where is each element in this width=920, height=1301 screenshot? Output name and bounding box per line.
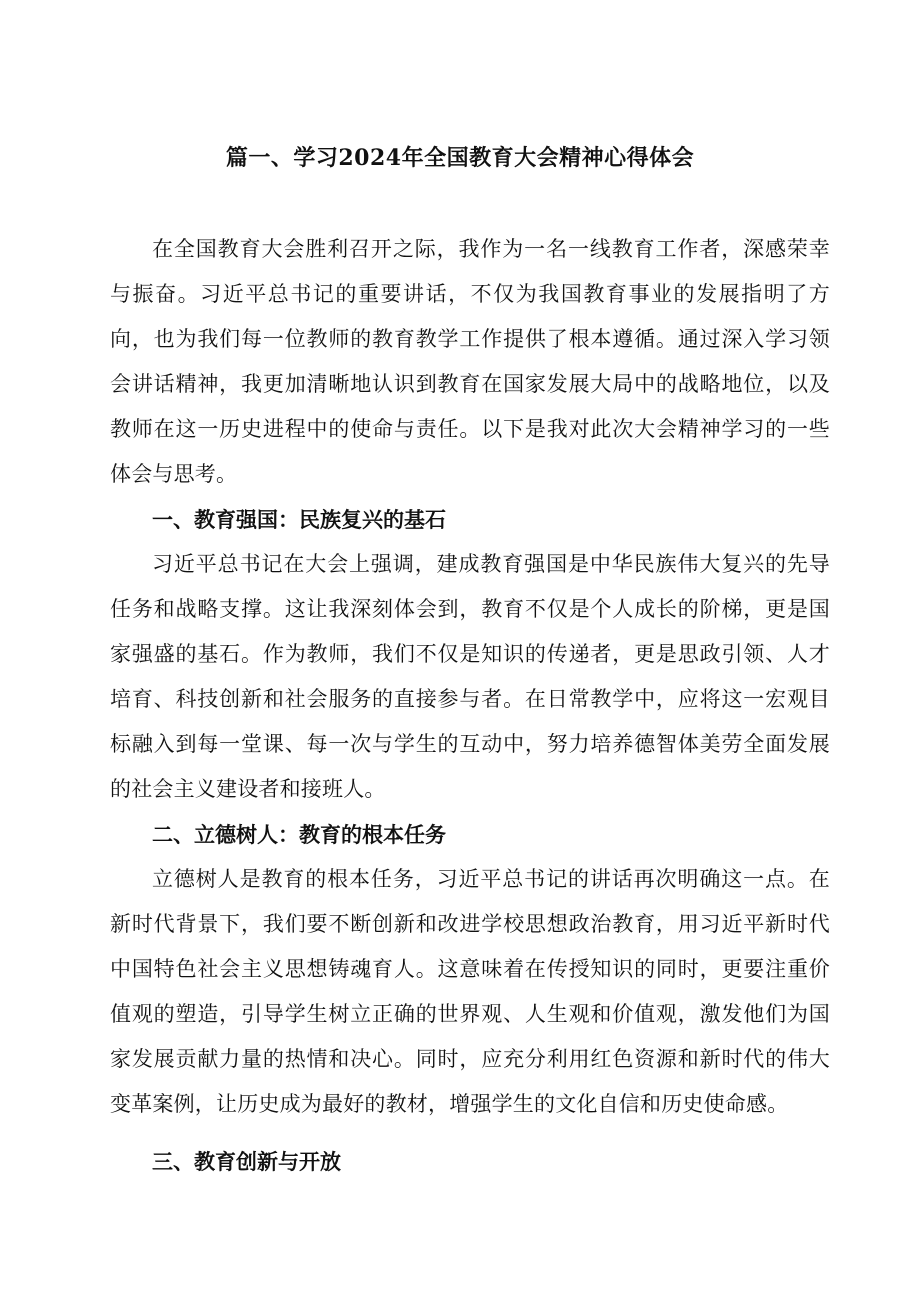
section-heading-2: 二、立德树人：教育的根本任务 — [152, 822, 446, 847]
document-body — [110, 227, 830, 1184]
intro-paragraph: 在全国教育大会胜利召开之际，我作为一名一线教育工作者，深感荣幸与振奋。习近平总书记的重要讲话，不仅为我国教育事业的发展指明了方向，也为我们每一位教师的教育教学工作提供了根本遵循。通过深入学习领会讲话精神，我更加清晰地认识到教育在国家发展大局中的战略地位，以及教师在这一历史进程中的使命与责任。以下是我对此次大会精神学习的一些体会与思考。 — [110, 237, 830, 486]
section-paragraph-1: 习近平总书记在大会上强调，建成教育强国是中华民族伟大复兴的先导任务和战略支撑。这让我深刻体会到，教育不仅是个人成长的阶梯，更是国家强盛的基石。作为教师，我们不仅是知识的传递者，更是思政引领、人才培育、科技创新和社会服务的直接参与者。在日常教学中，应将这一宏观目标融入到每一堂课、每一次与学生的互动中，努力培养德智体美劳全面发展的社会主义建设者和接班人。 — [110, 552, 830, 801]
section-heading-3: 三、教育创新与开放 — [152, 1149, 341, 1174]
section-heading-1: 一、教育强国：民族复兴的基石 — [152, 507, 446, 532]
document-title: 篇一、学习2024年全国教育大会精神心得体会 — [225, 145, 695, 171]
section-paragraph-2: 立德树人是教育的根本任务，习近平总书记的讲话再次明确这一点。在新时代背景下，我们要不断创新和改进学校思想政治教育，用习近平新时代中国特色社会主义思想铸魂育人。这意味着在传授知识的同时，更要注重价值观的塑造，引导学生树立正确的世界观、人生观和价值观，激发他们为国家发展贡献力量的热情和决心。同时，应充分利用红色资源和新时代的伟大变革案例，让历史成为最好的教材，增强学生的文化自信和历史使命感。 — [110, 867, 830, 1116]
